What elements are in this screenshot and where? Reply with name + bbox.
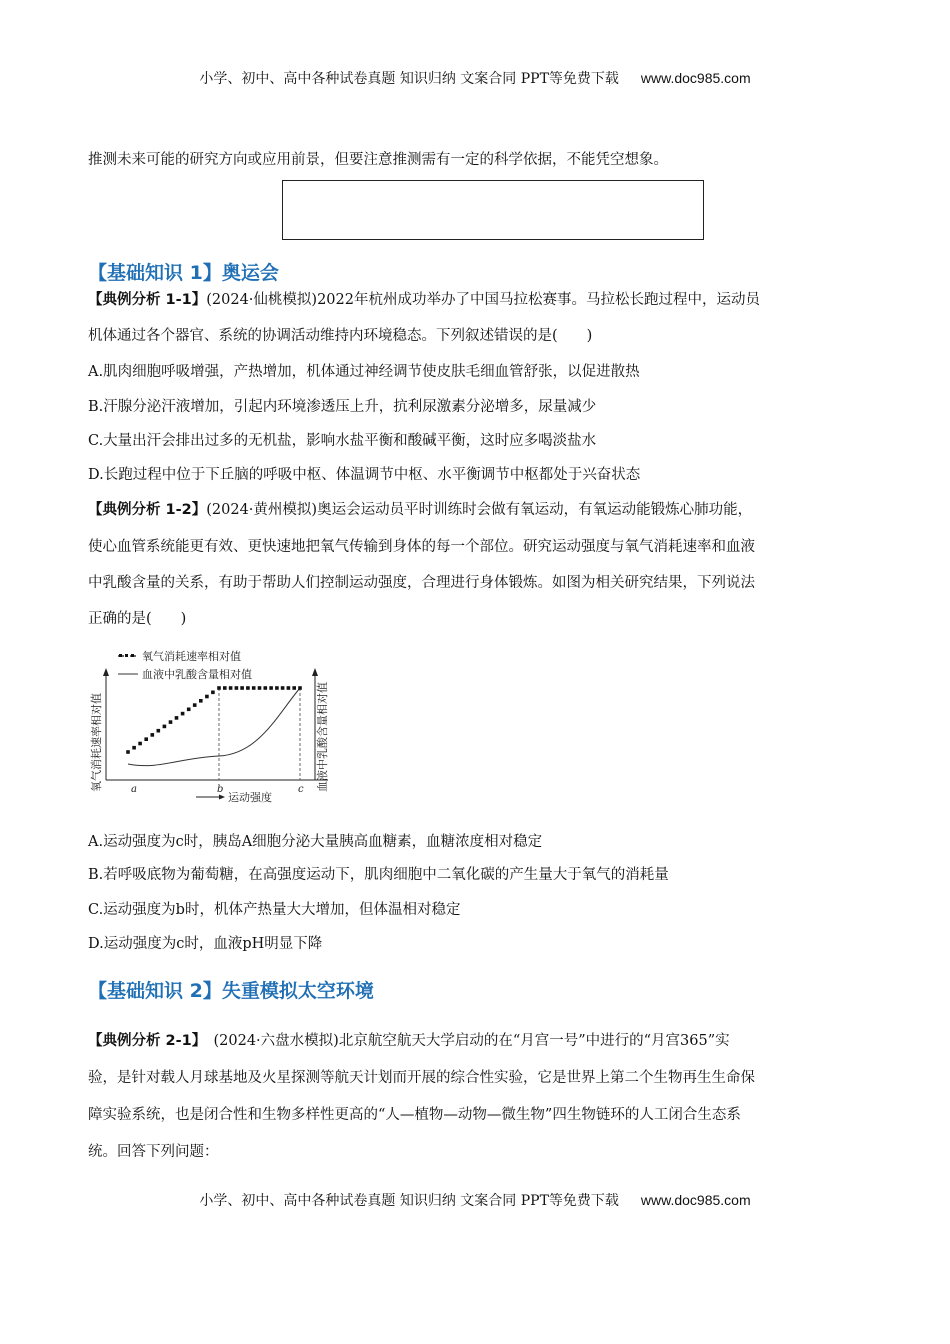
header-site[interactable]: www.doc985.com (640, 70, 751, 86)
y-axis-right-arrow (312, 668, 318, 676)
oxygen-marker (132, 746, 136, 750)
oxygen-marker (235, 686, 239, 690)
blank-answer-box (282, 180, 704, 240)
q2-line-4: 正确的是( ) (88, 611, 187, 627)
tick-c: c (298, 784, 304, 795)
section-title-2: 【基础知识 2】失重模拟太空环境 (88, 980, 374, 1002)
q1-tag: 【典例分析 1-1】 (88, 292, 207, 308)
oxygen-marker (151, 733, 155, 737)
oxygen-marker (246, 686, 250, 690)
q1-line-2: 机体通过各个器官、系统的协调活动维持内环境稳态。下列叙述错误的是( ) (88, 328, 593, 344)
page-footer (0, 1190, 950, 1210)
oxygen-marker (258, 686, 262, 690)
legend-oxygen-marker-1 (119, 654, 122, 657)
oxygen-marker (199, 699, 203, 703)
tick-b: b (217, 784, 224, 795)
footer-text: 小学、初中、高中各种试卷真题 知识归纳 文案合同 PPT等免费下载 (199, 1193, 619, 1209)
intro-line: 推测未来可能的研究方向或应用前景，但要注意推测需有一定的科学依据，不能凭空想象。 (88, 152, 668, 168)
y-label-right: 血液中乳酸含量相对值 (316, 682, 329, 792)
oxygen-marker (269, 686, 273, 690)
q1-line-1 (88, 288, 760, 309)
oxygen-marker (169, 720, 173, 724)
page-header (0, 68, 950, 88)
q1-text-1: (2024·仙桃模拟)2022年杭州成功举办了中国马拉松赛事。马拉松长跑过程中，运动员 (206, 292, 760, 308)
oxygen-marker (252, 686, 256, 690)
q2-line-2: 使心血管系统能更有效、更快速地把氧气传输到身体的每一个部位。研究运动强度与氧气消耗速率和血液 (88, 539, 755, 555)
q2-option-b: B.若呼吸底物为葡萄糖，在高强度运动下，肌肉细胞中二氧化碳的产生量大于氧气的消耗量 (88, 867, 669, 883)
oxygen-marker (175, 716, 179, 720)
q1-option-d: D.长跑过程中位于下丘脑的呼吸中枢、体温调节中枢、水平衡调节中枢都处于兴奋状态 (88, 467, 641, 483)
x-direction-arrowhead (219, 795, 225, 800)
legend-oxygen-marker-3 (131, 654, 134, 657)
oxygen-marker (229, 686, 233, 690)
oxygen-marker (126, 750, 130, 754)
oxygen-marker (264, 686, 268, 690)
section-title-1: 【基础知识 1】奥运会 (88, 262, 279, 284)
q2-option-d: D.运动强度为c时，血液pH明显下降 (88, 936, 323, 952)
q2-line-3: 中乳酸含量的关系，有助于帮助人们控制运动强度，合理进行身体锻炼。如图为相关研究结果，下列说法 (88, 575, 755, 591)
oxygen-marker (181, 712, 185, 716)
y-label-left: 氧气消耗速率相对值 (90, 693, 103, 792)
q2-tag: 【典例分析 1-2】 (88, 502, 207, 518)
oxygen-marker (223, 686, 227, 690)
oxygen-marker (281, 686, 285, 690)
oxygen-marker (240, 686, 244, 690)
tick-a: a (131, 784, 137, 795)
q2-option-a: A.运动强度为c时，胰岛A细胞分泌大量胰高血糖素，血糖浓度相对稳定 (88, 834, 543, 850)
oxygen-marker (157, 729, 161, 733)
x-label: 运动强度 (228, 791, 272, 804)
q1-option-a: A.肌肉细胞呼吸增强，产热增加，机体通过神经调节使皮肤毛细血管舒张，以促进散热 (88, 364, 640, 380)
header-text: 小学、初中、高中各种试卷真题 知识归纳 文案合同 PPT等免费下载 (199, 71, 619, 87)
footer-site[interactable]: www.doc985.com (640, 1192, 751, 1208)
oxygen-marker (275, 686, 279, 690)
y-axis-left-arrow (103, 668, 109, 676)
q3-tag: 【典例分析 2-1】 (88, 1033, 199, 1049)
legend-oxygen-marker-2 (125, 654, 128, 657)
q2-option-c: C.运动强度为b时，机体产热量大大增加，但体温相对稳定 (88, 902, 461, 918)
q3-text-1: (2024·六盘水模拟)北京航空航天大学启动的在“月宫一号”中进行的“月宫365”实 (199, 1033, 730, 1049)
oxygen-marker (163, 725, 167, 729)
q3-line-2: 验，是针对载人月球基地及火星探测等航天计划而开展的综合性实验，它是世界上第二个生物再生生命保 (88, 1070, 755, 1086)
q2-line-1 (88, 498, 752, 519)
exercise-chart (88, 646, 348, 806)
oxygen-marker (187, 708, 191, 712)
oxygen-marker (287, 686, 291, 690)
q3-line-3: 障实验系统，也是闭合性和生物多样性更高的“人—植物—动物—微生物”四生物链环的人工闭合生态系 (88, 1107, 741, 1123)
oxygen-marker (138, 742, 142, 746)
oxygen-marker (211, 691, 215, 695)
legend-oxygen-label: 氧气消耗速率相对值 (142, 650, 241, 663)
oxygen-marker (193, 703, 197, 707)
oxygen-marker (217, 686, 221, 690)
oxygen-marker (292, 686, 296, 690)
q3-line-1 (88, 1029, 730, 1050)
oxygen-marker (144, 737, 148, 741)
q2-text-1: (2024·黄州模拟)奥运会运动员平时训练时会做有氧运动，有氧运动能锻炼心肺功能， (206, 502, 753, 518)
q3-line-4: 统。回答下列问题： (88, 1144, 219, 1160)
q1-option-c: C.大量出汗会排出过多的无机盐，影响水盐平衡和酸碱平衡，这时应多喝淡盐水 (88, 433, 597, 449)
legend-lactate-label: 血液中乳酸含量相对值 (142, 668, 252, 681)
q1-option-b: B.汗腺分泌汗液增加，引起内环境渗透压上升，抗利尿激素分泌增多，尿量减少 (88, 399, 597, 415)
oxygen-marker (298, 686, 302, 690)
oxygen-marker (205, 695, 209, 699)
series-lactate-curve (128, 688, 300, 766)
